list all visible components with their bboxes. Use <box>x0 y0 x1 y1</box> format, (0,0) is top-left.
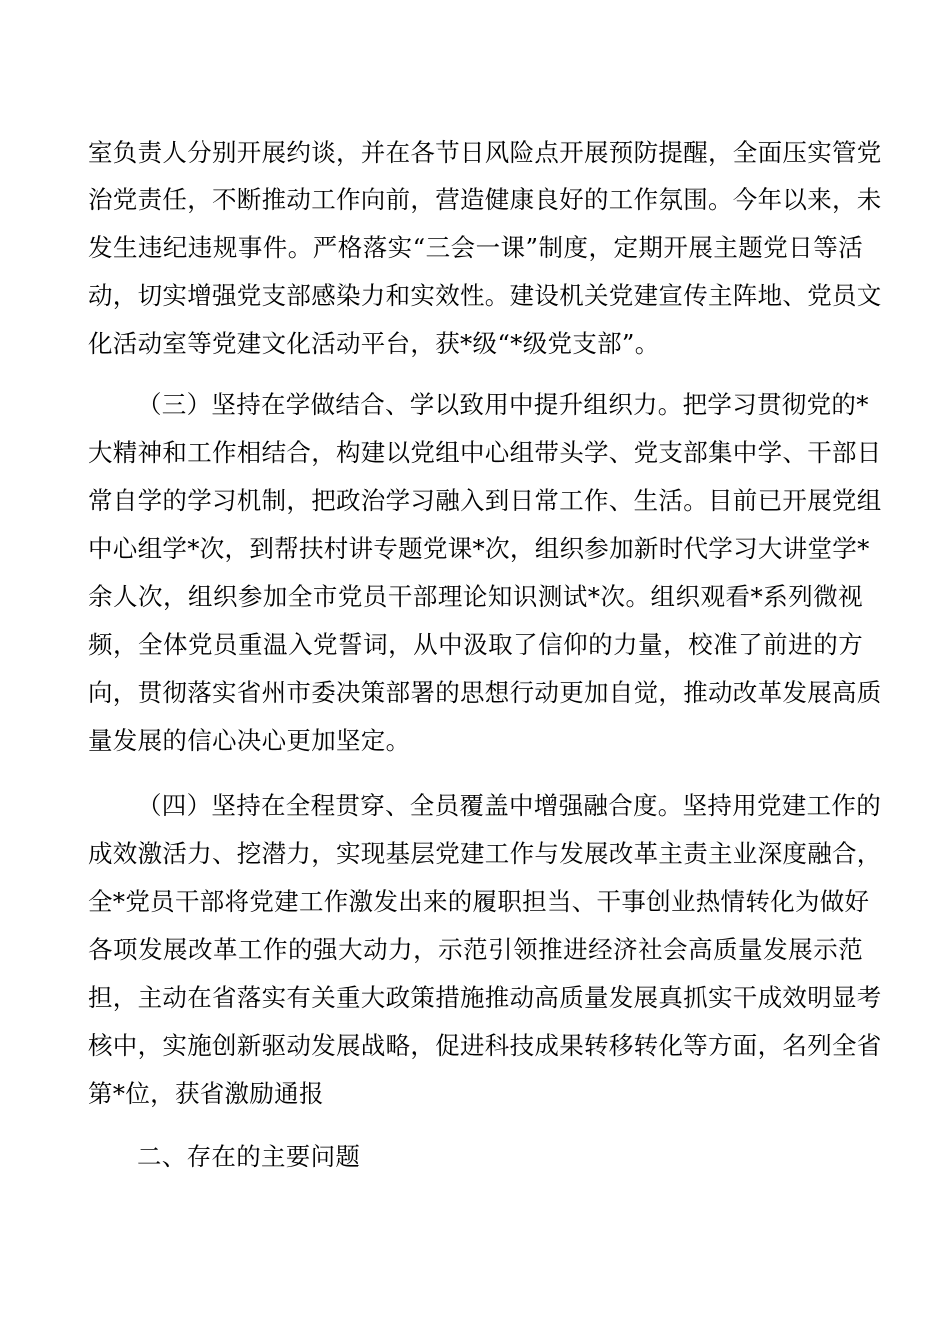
text-line: 化活动室等党建文化活动平台，获*级“*级党支部”。 <box>88 329 660 358</box>
text-line: （三）坚持在学做结合、学以致用中提升组织力。把学习贯彻党的* <box>137 390 869 419</box>
text-line: 向，贯彻落实省州市委决策部署的思想行动更加自觉，推动改革发展高质 <box>88 678 882 707</box>
text-line: 全*党员干部将党建工作激发出来的履职担当、干事创业热情转化为做好 <box>88 887 870 916</box>
text-line: （四）坚持在全程贯穿、全员覆盖中增强融合度。坚持用党建工作的 <box>137 791 881 820</box>
text-line: 中心组学*次，到帮扶村讲专题党课*次，组织参加新时代学习大讲堂学* <box>88 534 870 563</box>
text-line: 常自学的学习机制，把政治学习融入到日常工作、生活。目前已开展党组 <box>88 486 882 515</box>
text-line: 频，全体党员重温入党誓词，从中汲取了信仰的力量，校准了前进的方 <box>88 630 863 659</box>
text-line: 担，主动在省落实有关重大政策措施推动高质量发展真抓实干成效明显考 <box>88 983 882 1012</box>
text-line: 室负责人分别开展约谈，并在各节日风险点开展预防提醒，全面压实管党 <box>88 138 882 167</box>
text-line: 核中，实施创新驱动发展战略，促进科技成果转移转化等方面，名列全省 <box>88 1031 882 1060</box>
text-line: 各项发展改革工作的强大动力，示范引领推进经济社会高质量发展示范 <box>88 935 863 964</box>
text-line: 发生违纪违规事件。严格落实“三会一课”制度，定期开展主题党日等活 <box>88 233 863 262</box>
section-heading: 二、存在的主要问题 <box>137 1142 361 1171</box>
text-line: 治党责任，不断推动工作向前，营造健康良好的工作氛围。今年以来，未 <box>88 185 882 214</box>
text-line: 第*位，获省激励通报 <box>88 1079 324 1108</box>
text-line: 大精神和工作相结合，构建以党组中心组带头学、党支部集中学、干部日 <box>88 438 882 467</box>
text-line: 余人次，组织参加全市党员干部理论知识测试*次。组织观看*系列微视 <box>88 582 863 611</box>
text-line: 动，切实增强党支部感染力和实效性。建设机关党建宣传主阵地、党员文 <box>88 281 882 310</box>
text-line: 成效激活力、挖潜力，实现基层党建工作与发展改革主责主业深度融合， <box>88 839 882 868</box>
text-line: 量发展的信心决心更加坚定。 <box>88 726 411 755</box>
